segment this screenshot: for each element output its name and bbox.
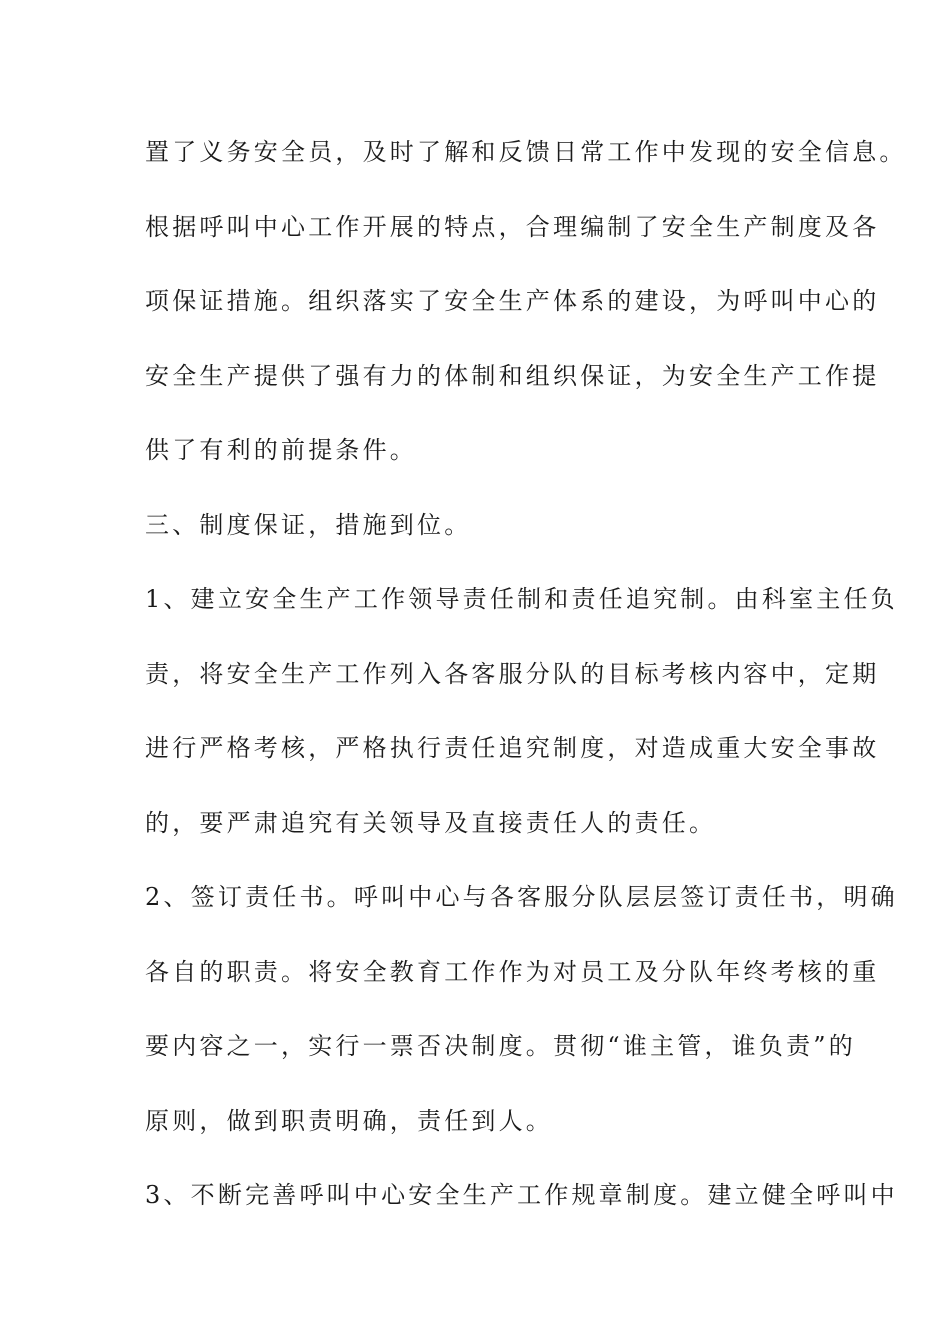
text-line: 供了有利的前提条件。 xyxy=(145,436,417,464)
text-line: 1、建立安全生产工作领导责任制和责任追究制。由科室主任负 xyxy=(145,585,898,613)
text-line: 根据呼叫中心工作开展的特点，合理编制了安全生产制度及各 xyxy=(145,212,880,241)
text-line: 项保证措施。组织落实了安全生产体系的建设，为呼叫中心的 xyxy=(145,287,880,315)
text-line: 要内容之一，实行一票否决制度。贯彻“谁主管，谁负责”的 xyxy=(145,1032,856,1060)
text-line: 3、不断完善呼叫中心安全生产工作规章制度。建立健全呼叫中 xyxy=(145,1181,898,1209)
section-heading: 三、制度保证，措施到位。 xyxy=(145,510,472,539)
text-line: 责，将安全生产工作列入各客服分队的目标考核内容中，定期 xyxy=(145,659,880,688)
text-line: 进行严格考核，严格执行责任追究制度，对造成重大安全事故 xyxy=(145,734,880,762)
document-body xyxy=(145,128,907,1246)
text-line: 2、签订责任书。呼叫中心与各客服分队层层签订责任书，明确 xyxy=(145,883,898,911)
text-line: 各自的职责。将安全教育工作作为对员工及分队年终考核的重 xyxy=(145,957,880,986)
text-line: 的，要严肃追究有关领导及直接责任人的责任。 xyxy=(145,808,717,837)
text-line: 原则，做到职责明确，责任到人。 xyxy=(145,1106,553,1135)
text-line: 安全生产提供了强有力的体制和组织保证，为安全生产工作提 xyxy=(145,361,880,390)
text-line: 置了义务安全员，及时了解和反馈日常工作中发现的安全信息。 xyxy=(145,138,907,166)
